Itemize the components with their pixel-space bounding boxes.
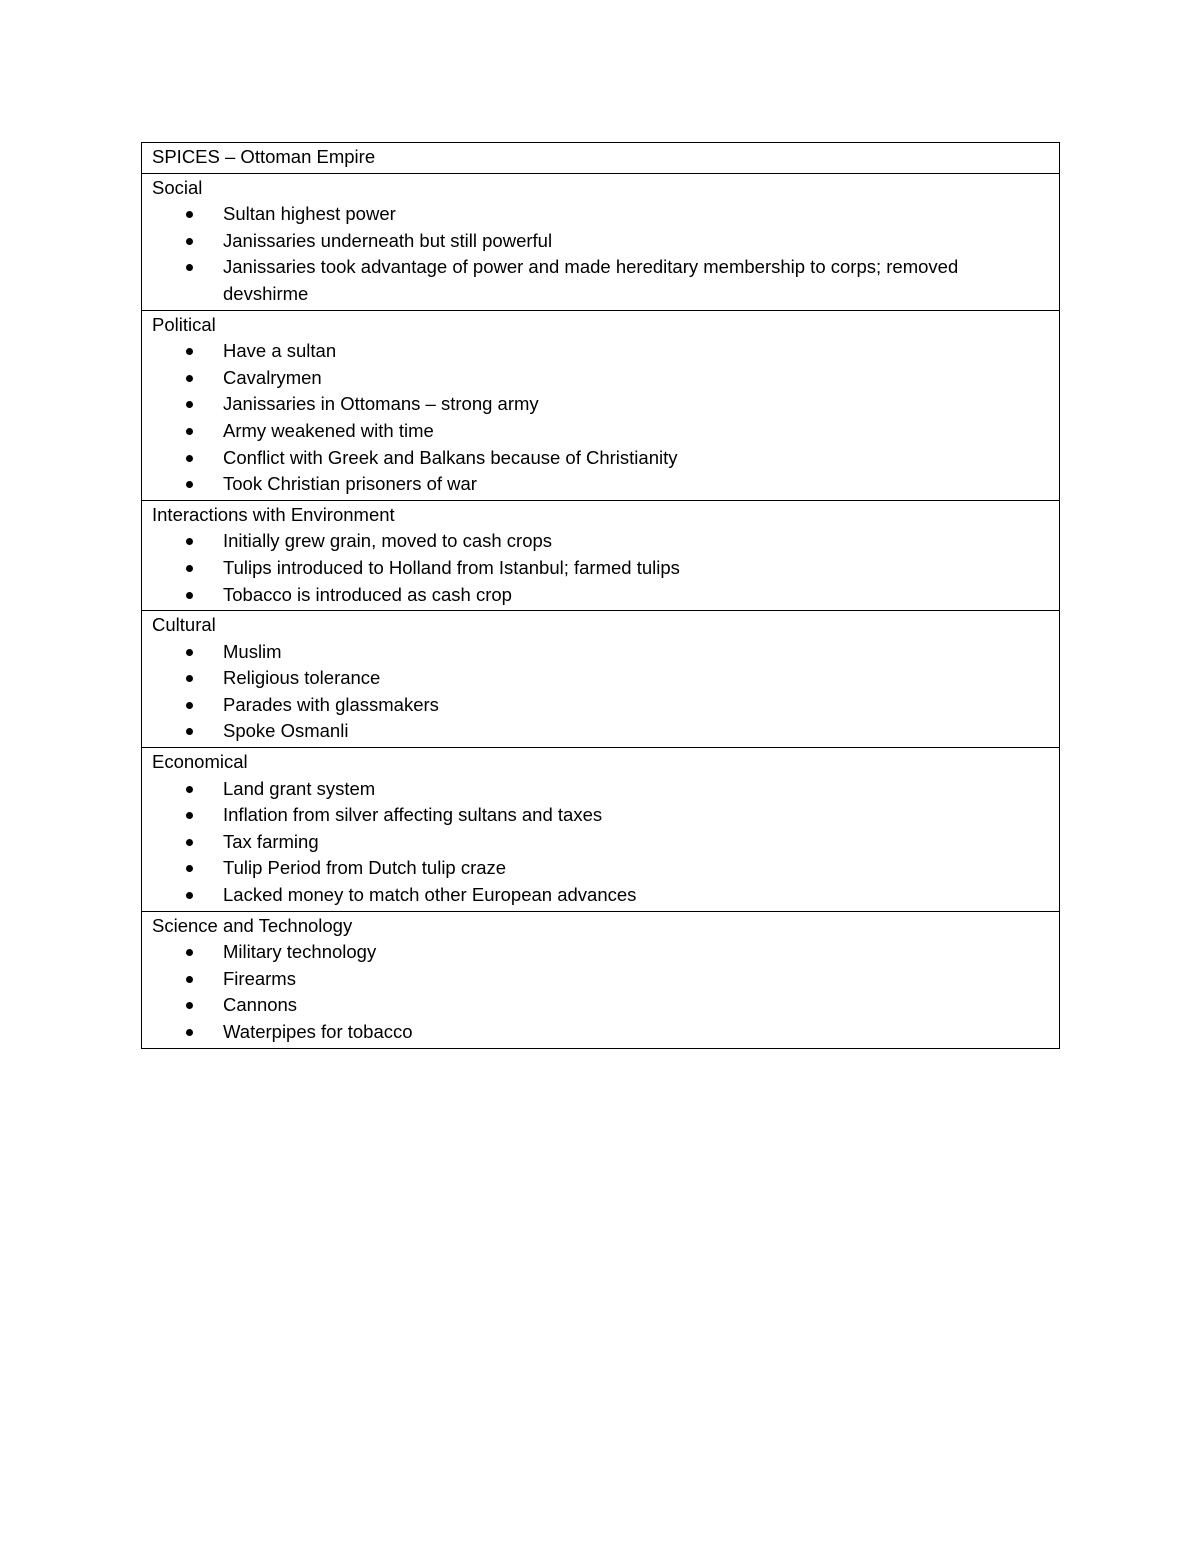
bullet-list [152, 201, 1049, 307]
section-heading: Political [152, 313, 216, 335]
list-item: Janissaries underneath but still powerful [152, 228, 1049, 255]
list-item: Lacked money to match other European advances [152, 882, 1049, 909]
list-item: Army weakened with time [152, 418, 1049, 445]
section-environment [142, 500, 1060, 610]
bullet-icon [186, 455, 193, 462]
bullet-icon [186, 839, 193, 846]
bullet-icon [186, 401, 193, 408]
section-cell [142, 748, 1060, 912]
list-item: Cannons [152, 992, 1049, 1019]
bullet-icon [186, 565, 193, 572]
bullet-icon [186, 428, 193, 435]
bullet-icon [186, 211, 193, 218]
section-heading: Science and Technology [152, 914, 353, 936]
list-item: Took Christian prisoners of war [152, 471, 1049, 498]
bullet-icon [186, 348, 193, 355]
list-item: Tax farming [152, 829, 1049, 856]
list-item: Cavalrymen [152, 365, 1049, 392]
list-item: Firearms [152, 966, 1049, 993]
list-item: Janissaries in Ottomans – strong army [152, 391, 1049, 418]
title-cell [142, 143, 1060, 174]
list-item: Sultan highest power [152, 201, 1049, 228]
list-item: Religious tolerance [152, 665, 1049, 692]
bullet-list [152, 338, 1049, 498]
section-heading: Social [152, 176, 203, 198]
list-item: Conflict with Greek and Balkans because of Christianity [152, 445, 1049, 472]
section-heading: Economical [152, 751, 248, 773]
list-item: Tulips introduced to Holland from Istanbul; farmed tulips [152, 555, 1049, 582]
section-political [142, 310, 1060, 500]
bullet-icon [186, 976, 193, 983]
bullet-icon [186, 264, 193, 271]
bullet-icon [186, 675, 193, 682]
list-item: Tulip Period from Dutch tulip craze [152, 855, 1049, 882]
section-heading: Cultural [152, 614, 216, 636]
bullet-icon [186, 786, 193, 793]
list-item: Muslim [152, 639, 1049, 666]
bullet-icon [186, 238, 193, 245]
bullet-icon [186, 892, 193, 899]
section-science-technology [142, 911, 1060, 1048]
bullet-icon [186, 481, 193, 488]
bullet-icon [186, 865, 193, 872]
bullet-list [152, 639, 1049, 745]
list-item: Have a sultan [152, 338, 1049, 365]
list-item: Waterpipes for tobacco [152, 1019, 1049, 1046]
section-heading: Interactions with Environment [152, 503, 395, 525]
section-cell [142, 173, 1060, 310]
table-title: SPICES – Ottoman Empire [152, 146, 376, 167]
list-item: Land grant system [152, 776, 1049, 803]
section-cell [142, 500, 1060, 610]
bullet-list [152, 939, 1049, 1045]
bullet-icon [186, 649, 193, 656]
list-item: Spoke Osmanli [152, 718, 1049, 745]
list-item: Tobacco is introduced as cash crop [152, 582, 1049, 609]
bullet-icon [186, 538, 193, 545]
section-social [142, 173, 1060, 310]
section-cultural [142, 611, 1060, 748]
spices-table [141, 142, 1060, 1049]
list-item: Parades with glassmakers [152, 692, 1049, 719]
bullet-icon [186, 702, 193, 709]
section-cell [142, 611, 1060, 748]
bullet-icon [186, 375, 193, 382]
title-row [142, 143, 1060, 174]
section-economical [142, 748, 1060, 912]
list-item: Military technology [152, 939, 1049, 966]
list-item: Janissaries took advantage of power and made hereditary membership to corps; removed devshirme [152, 254, 1049, 307]
section-cell [142, 911, 1060, 1048]
bullet-list [152, 776, 1049, 909]
bullet-icon [186, 949, 193, 956]
list-item: Initially grew grain, moved to cash crops [152, 528, 1049, 555]
list-item: Inflation from silver affecting sultans and taxes [152, 802, 1049, 829]
bullet-icon [186, 728, 193, 735]
bullet-icon [186, 1029, 193, 1036]
bullet-icon [186, 592, 193, 599]
bullet-icon [186, 1002, 193, 1009]
bullet-list [152, 528, 1049, 608]
section-cell [142, 310, 1060, 500]
bullet-icon [186, 812, 193, 819]
